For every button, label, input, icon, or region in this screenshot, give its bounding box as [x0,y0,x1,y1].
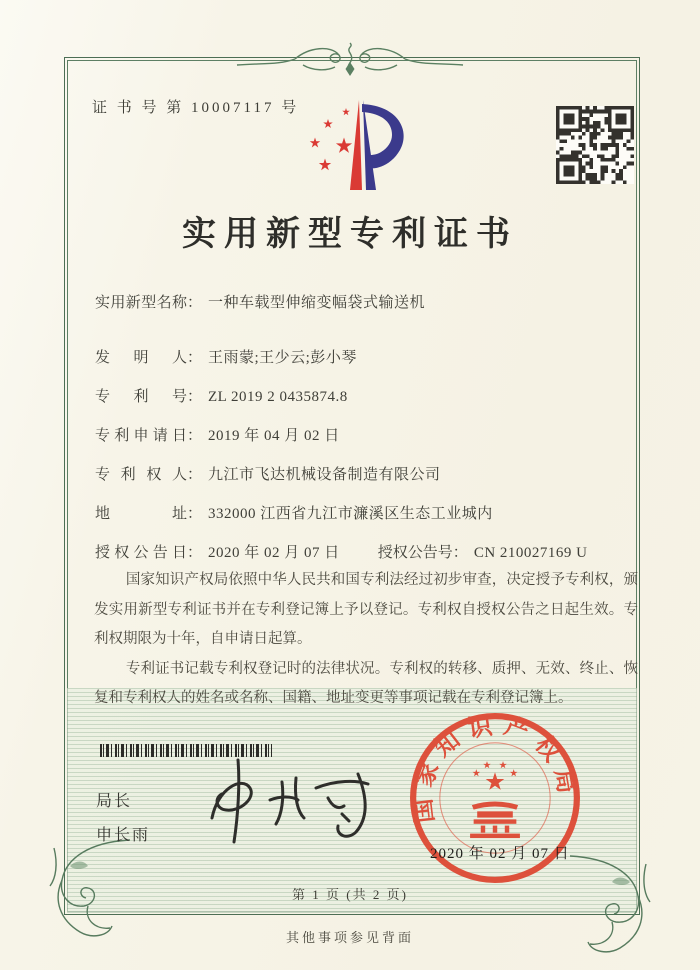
field-label: 实用新型名称 [95,295,187,311]
top-ornament-diamond [346,62,355,76]
national-emblem [440,743,550,853]
field-colon: ： [452,545,468,561]
field-value: ZL 2019 2 0435874.8 [208,389,348,405]
field-value: 九江市飞达机械设备制造有限公司 [208,467,441,483]
field-row-address [95,502,625,526]
field-colon: ： [187,506,203,522]
signoff-block [96,785,150,853]
svg-text:国家知识产权局 [409,711,582,824]
top-flourish-ornament [233,40,467,78]
field-colon: ： [187,295,203,311]
legal-text [94,566,638,714]
field-colon: ： [187,389,203,405]
director-title: 局长 [96,793,133,810]
field-colon: ： [187,350,203,366]
field-colon: ： [187,467,203,483]
field-value: 332000 江西省九江市濂溪区生态工业城内 [208,506,493,522]
certificate-number: 证 书 号 第 10007117 号 [92,100,300,116]
field-row-grant [95,541,625,565]
ornament-leaf [70,862,88,870]
director-signature [198,754,383,852]
field-label: 专利权人 [95,467,187,483]
director-name: 申长雨 [96,827,151,844]
field-row-patent-number [95,385,625,409]
grant-date-value: 2020 年 02 月 07 日 [208,545,340,561]
logo-red-wedge [350,100,362,190]
field-label: 专利号 [95,389,187,405]
field-colon: ： [187,545,203,561]
certificate-fields [95,291,625,580]
field-row-filing-date [95,424,625,448]
seal-date: 2020 年 02 月 07 日 [430,846,570,862]
legal-paragraph-2: 专利证书记载专利权登记时的法律状况。专利权的转移、质押、无效、终止、恢复和专利权人的姓名或名称、国籍、地址变更等事项记载在专利登记簿上。 [94,660,638,706]
page-number: 第 1 页 (共 2 页) [292,887,408,902]
field-row-name [95,291,625,315]
cnipa-logo-icon [286,94,418,198]
legal-paragraph-1: 国家知识产权局依照中华人民共和国专利法经过初步审查，决定授予专利权，颁发实用新型专利证书并在专利登记簿上予以登记。专利权自授权公告之日起生效。专利权期限为十年，自申请日起算。 [94,572,638,647]
field-value: 王雨蒙;王少云;彭小琴 [208,350,357,366]
field-row-patentee [95,463,625,487]
seal-text: 国家知识产权局 [409,712,581,825]
field-colon: ： [187,428,203,444]
field-label: 发明人 [95,350,187,366]
grant-date-label: 授权公告日 [95,545,187,561]
certificate-title: 实用新型专利证书 [182,216,518,253]
grant-number-label: 授权公告号 [377,545,453,561]
field-value: 一种车载型伸缩变幅袋式输送机 [208,295,426,311]
field-row-inventors [95,346,625,370]
field-value: 2019 年 04 月 02 日 [208,428,340,444]
logo-stars [310,108,352,170]
field-label: 地址 [95,506,187,522]
qr-code [556,106,634,184]
back-side-note: 其他事项参见背面 [285,930,414,945]
field-label: 专利申请日 [95,428,187,444]
grant-number-value: CN 210027169 U [473,545,588,561]
